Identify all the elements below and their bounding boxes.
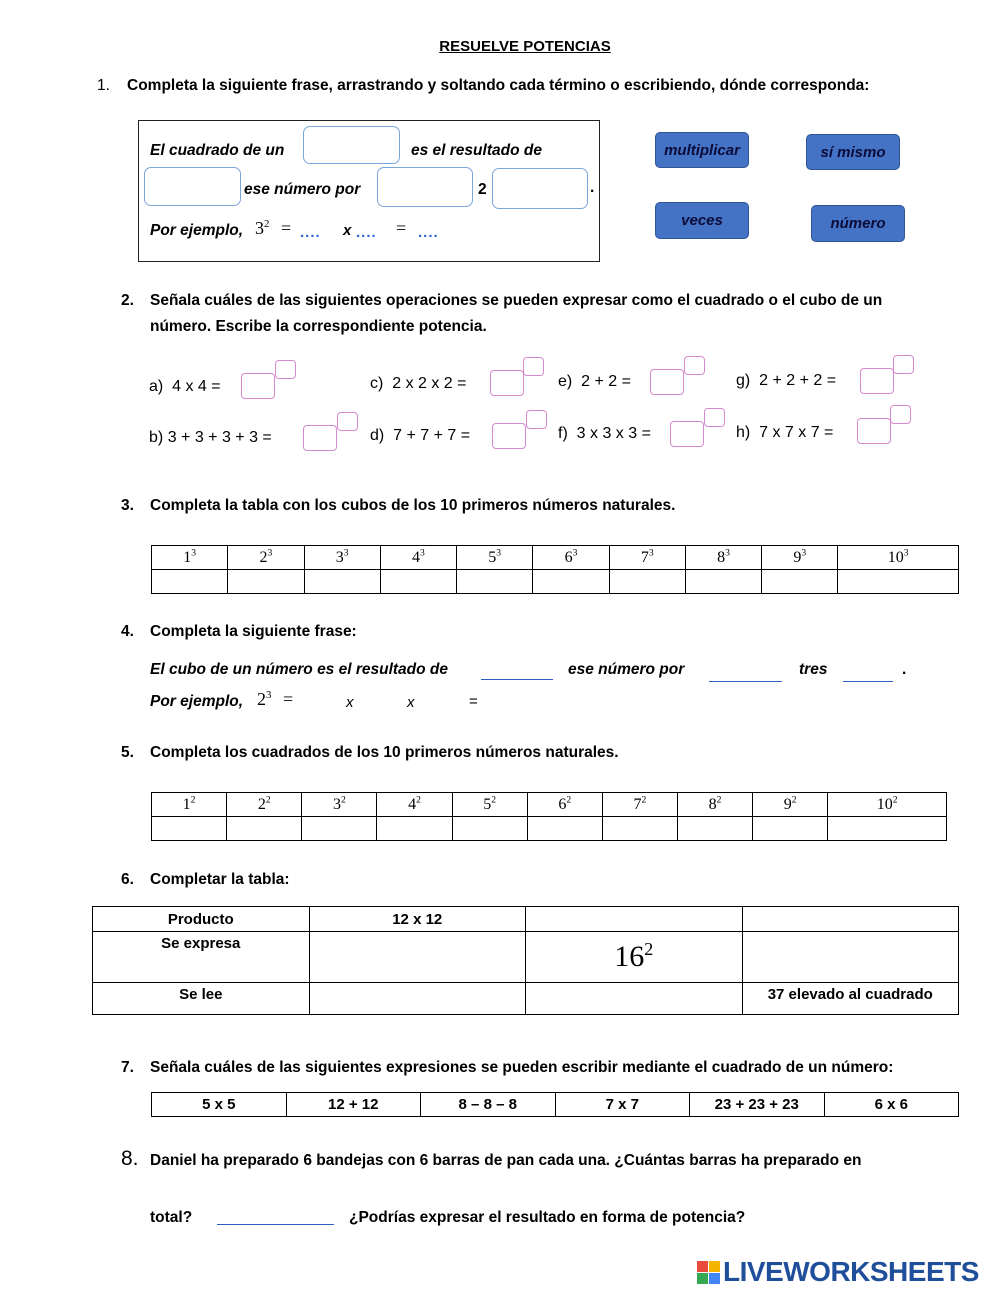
q1-part3: ese número por — [244, 181, 361, 198]
q7-text: Señala cuáles de las siguientes expresiones se pueden escribir mediante el cuadrado de un número: — [150, 1059, 894, 1076]
q5-header-cell: $2^2$ — [227, 793, 302, 817]
q3-header-cell: $5^3$ — [457, 546, 533, 570]
q4-times-1: x — [346, 694, 354, 711]
q6-table — [92, 906, 959, 1015]
q1-drop-2[interactable] — [144, 167, 241, 206]
q6-cell-lee-label: Se lee — [93, 983, 310, 1015]
q2-answer-b-exp[interactable] — [337, 412, 358, 431]
q5-answer-cell[interactable] — [677, 817, 752, 841]
q2-text-line1: Señala cuáles de las siguientes operaciones se pueden expresar como el cuadrado o el cubo de un — [150, 292, 883, 309]
page-title: RESUELVE POTENCIAS — [439, 38, 611, 55]
q2-item-c: c) 2 x 2 x 2 = — [370, 375, 467, 392]
q6-row-producto — [93, 907, 959, 932]
q4-blank-1[interactable] — [481, 678, 553, 680]
q3-answer-cell[interactable] — [533, 570, 609, 594]
q7-option[interactable]: 12 + 12 — [286, 1093, 421, 1117]
q5-answer-cell[interactable] — [302, 817, 377, 841]
q5-header-cell: $4^2$ — [377, 793, 452, 817]
q4-eq-2: = — [469, 693, 478, 710]
q2-item-e: e) 2 + 2 = — [558, 373, 631, 390]
q2-item-f: f) 3 x 3 x 3 = — [558, 425, 651, 442]
q5-header-cell: $1^2$ — [152, 793, 227, 817]
q4-part4: . — [902, 661, 907, 678]
q3-header-cell: $10^3$ — [838, 546, 959, 570]
q2-answer-a-base[interactable] — [241, 373, 275, 399]
q5-squares-table — [151, 792, 947, 841]
q4-times-2: x — [407, 694, 415, 711]
q6-cell-producto-1: 12 x 12 — [309, 907, 526, 932]
logo-mark-icon — [697, 1261, 720, 1284]
q1-blank-3[interactable]: .... — [418, 224, 439, 241]
q4-blank-3[interactable] — [843, 680, 893, 682]
q2-answer-b-base[interactable] — [303, 425, 337, 451]
q6-cell-producto-3[interactable] — [742, 907, 959, 932]
q5-header-cell: $9^2$ — [753, 793, 828, 817]
q7-option[interactable]: 6 x 6 — [824, 1093, 959, 1117]
q5-answer-cell[interactable] — [753, 817, 828, 841]
chip-veces[interactable]: veces — [655, 202, 749, 239]
q6-cell-expresa-label: Se expresa — [93, 932, 310, 983]
q4-part1: El cubo de un número es el resultado de — [150, 661, 449, 678]
q4-eq: = — [283, 689, 294, 709]
q1-eq-2: = — [396, 218, 407, 238]
q5-header-cell: $7^2$ — [602, 793, 677, 817]
q3-header-cell: $1^3$ — [152, 546, 228, 570]
q4-part3: tres — [799, 661, 828, 678]
q5-header-cell: $6^2$ — [527, 793, 602, 817]
q1-eq-1: = — [281, 218, 292, 238]
q1-blank-2[interactable]: .... — [356, 224, 377, 241]
q1-times: x — [343, 222, 352, 239]
q2-item-d: d) 7 + 7 + 7 = — [370, 427, 471, 444]
q5-header-cell: $3^2$ — [302, 793, 377, 817]
q2-answer-e-exp[interactable] — [684, 356, 705, 375]
q2-number: 2. — [121, 292, 134, 309]
q6-text: Completar la tabla: — [150, 871, 290, 888]
q7-option[interactable]: 5 x 5 — [152, 1093, 287, 1117]
q3-answer-cell[interactable] — [838, 570, 959, 594]
q1-drop-4[interactable] — [492, 168, 588, 209]
q7-row — [152, 1093, 959, 1117]
q1-part2: es el resultado de — [411, 142, 542, 159]
q5-answer-cell[interactable] — [227, 817, 302, 841]
q3-header-cell: $9^3$ — [762, 546, 838, 570]
q1-part1: El cuadrado de un — [150, 142, 285, 159]
q1-example-power: $3^2$ — [255, 218, 270, 238]
q7-option[interactable]: 23 + 23 + 23 — [690, 1093, 825, 1117]
q2-answer-c-exp[interactable] — [523, 357, 544, 376]
q3-cubes-table — [151, 545, 959, 594]
q8-total-label: total? — [150, 1209, 193, 1226]
q7-option[interactable]: 8 – 8 – 8 — [421, 1093, 556, 1117]
q6-cell-lee-3: 37 elevado al cuadrado — [742, 983, 959, 1015]
q2-text-line2: número. Escribe la correspondiente potencia. — [150, 318, 487, 335]
q2-answer-c-base[interactable] — [490, 370, 524, 396]
q3-answer-row — [152, 570, 959, 594]
q6-row-expresa — [93, 932, 959, 983]
q6-cell-producto-label: Producto — [93, 907, 310, 932]
q4-example-prefix: Por ejemplo, — [150, 693, 244, 710]
q3-header-cell: $3^3$ — [304, 546, 380, 570]
q3-header-cell: $7^3$ — [609, 546, 685, 570]
q5-answer-cell[interactable] — [828, 817, 947, 841]
q6-row-lee — [93, 983, 959, 1015]
q3-answer-cell[interactable] — [228, 570, 304, 594]
q6-cell-lee-1[interactable] — [309, 983, 526, 1015]
q2-answer-d-base[interactable] — [492, 423, 526, 449]
q6-cell-expresa-2: $16^2$ — [526, 932, 743, 983]
q5-header-row — [152, 793, 947, 817]
q5-answer-row — [152, 817, 947, 841]
q2-answer-f-exp[interactable] — [704, 408, 725, 427]
q5-header-cell: $5^2$ — [452, 793, 527, 817]
q2-answer-f-base[interactable] — [670, 421, 704, 447]
q4-text: Completa la siguiente frase: — [150, 623, 357, 640]
q3-header-cell: $2^3$ — [228, 546, 304, 570]
liveworksheets-logo — [697, 1256, 979, 1288]
q1-drop-1[interactable] — [303, 126, 400, 164]
q7-table — [151, 1092, 959, 1117]
q2-answer-d-exp[interactable] — [526, 410, 547, 429]
q3-header-cell: $4^3$ — [380, 546, 456, 570]
q3-answer-cell[interactable] — [380, 570, 456, 594]
logo-text: LIVEWORKSHEETS — [723, 1256, 979, 1287]
q3-text: Completa la tabla con los cubos de los 10 primeros números naturales. — [150, 497, 676, 514]
q3-number: 3. — [121, 497, 134, 514]
chip-numero[interactable]: número — [811, 205, 905, 242]
q7-number: 7. — [121, 1059, 134, 1076]
q8-question2: ¿Podrías expresar el resultado en forma de potencia? — [349, 1209, 746, 1226]
q6-cell-expresa-1[interactable] — [309, 932, 526, 983]
q5-answer-cell[interactable] — [602, 817, 677, 841]
q3-answer-cell[interactable] — [152, 570, 228, 594]
q3-answer-cell[interactable] — [304, 570, 380, 594]
q3-answer-cell[interactable] — [609, 570, 685, 594]
q5-answer-cell[interactable] — [152, 817, 227, 841]
q3-header-cell: $8^3$ — [685, 546, 761, 570]
q6-cell-expresa-3[interactable] — [742, 932, 959, 983]
q1-example-prefix: Por ejemplo, — [150, 222, 244, 239]
q1-part5: . — [590, 179, 595, 196]
q8-total-blank[interactable] — [217, 1223, 334, 1225]
q2-item-a: a) 4 x 4 = — [149, 378, 221, 395]
chip-multiplicar[interactable]: multiplicar — [655, 132, 749, 168]
q4-number: 4. — [121, 623, 134, 640]
q4-example-power: $2^3$ — [257, 689, 272, 709]
q3-header-row — [152, 546, 959, 570]
q5-header-cell: $8^2$ — [677, 793, 752, 817]
q5-number: 5. — [121, 744, 134, 761]
q5-answer-cell[interactable] — [377, 817, 452, 841]
q8-number: 8. — [121, 1147, 139, 1170]
q7-option[interactable]: 7 x 7 — [555, 1093, 690, 1117]
q1-part4: 2 — [478, 181, 487, 198]
q2-item-g: g) 2 + 2 + 2 = — [736, 372, 837, 389]
q3-answer-cell[interactable] — [762, 570, 838, 594]
q6-cell-lee-2[interactable] — [526, 983, 743, 1015]
q2-answer-h-exp[interactable] — [890, 405, 911, 424]
q6-cell-producto-2[interactable] — [526, 907, 743, 932]
q5-text: Completa los cuadrados de los 10 primeros números naturales. — [150, 744, 619, 761]
q3-answer-cell[interactable] — [685, 570, 761, 594]
q2-answer-g-exp[interactable] — [893, 355, 914, 374]
q3-header-cell: $6^3$ — [533, 546, 609, 570]
q4-blank-2[interactable] — [709, 680, 782, 682]
chip-si-mismo[interactable]: sí mismo — [806, 134, 900, 170]
q6-number: 6. — [121, 871, 134, 888]
q5-answer-cell[interactable] — [527, 817, 602, 841]
q1-blank-1[interactable]: .... — [300, 224, 321, 241]
q1-drop-3[interactable] — [377, 167, 473, 207]
q5-header-cell: $10^2$ — [828, 793, 947, 817]
q2-item-b: b) 3 + 3 + 3 + 3 = — [149, 429, 272, 446]
q3-answer-cell[interactable] — [457, 570, 533, 594]
q2-item-h: h) 7 x 7 x 7 = — [736, 424, 834, 441]
q5-answer-cell[interactable] — [452, 817, 527, 841]
q1-text: Completa la siguiente frase, arrastrando y soltando cada término o escribiendo, dónde corresponda: — [127, 77, 870, 94]
q4-part2: ese número por — [568, 661, 685, 678]
q8-text: Daniel ha preparado 6 bandejas con 6 barras de pan cada una. ¿Cuántas barras ha preparado en — [150, 1152, 862, 1169]
q2-answer-e-base[interactable] — [650, 369, 684, 395]
q2-answer-h-base[interactable] — [857, 418, 891, 444]
q2-answer-g-base[interactable] — [860, 368, 894, 394]
q1-number: 1. — [97, 77, 110, 94]
q2-answer-a-exp[interactable] — [275, 360, 296, 379]
